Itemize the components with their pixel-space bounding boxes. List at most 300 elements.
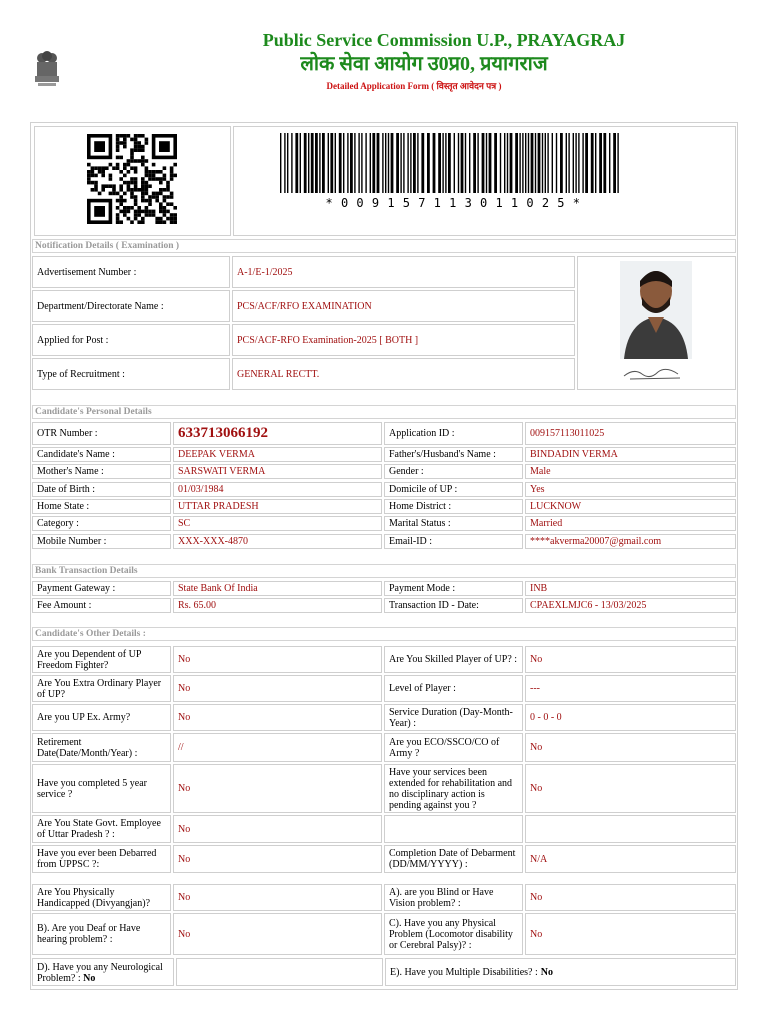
barcode-bar (473, 133, 476, 193)
barcode-bar (421, 133, 424, 193)
qr-module (163, 177, 167, 181)
qr-module (141, 217, 145, 221)
qr-module (145, 192, 149, 196)
candidate-signature (620, 362, 688, 384)
qr-module (173, 174, 177, 178)
qr-module (148, 199, 152, 203)
answer-value: No (525, 884, 736, 911)
qr-module (116, 138, 120, 142)
qr-module (170, 177, 174, 181)
qr-module (112, 166, 116, 170)
qr-module (134, 141, 138, 145)
qr-module (170, 213, 174, 217)
answer-value: No (525, 733, 736, 762)
qr-module (159, 206, 163, 210)
qr-module (141, 184, 145, 188)
barcode-bar (489, 133, 492, 193)
qr-module (130, 148, 134, 152)
qr-module (119, 156, 123, 160)
qr-module (152, 177, 156, 181)
qr-module (145, 210, 149, 214)
qr-module (166, 210, 170, 214)
qr-module (170, 202, 174, 206)
qr-module (130, 220, 134, 224)
qr-module (130, 159, 134, 163)
barcode-bar (287, 133, 288, 193)
qr-module (170, 174, 174, 178)
qr-module (119, 134, 123, 138)
qr-finder-module (94, 206, 105, 217)
personal-section-title: Candidate's Personal Details (32, 405, 736, 419)
answer-value: No (525, 913, 736, 955)
barcode-bar (538, 133, 541, 193)
qr-module (173, 217, 177, 221)
barcode-bar (396, 133, 399, 193)
barcode-bar (300, 133, 301, 193)
barcode-bar (595, 133, 596, 193)
barcode-bar (528, 133, 529, 193)
qr-module (127, 206, 131, 210)
question-label: Completion Date of Debarment (DD/MM/YYYY) : (384, 845, 523, 873)
qr-module (145, 166, 149, 170)
qr-module (170, 220, 174, 224)
qr-module (91, 188, 95, 192)
qr-module (91, 181, 95, 185)
question-label: Are You Extra Ordinary Player of UP? (32, 675, 171, 702)
qr-module (152, 170, 156, 174)
qr-module (127, 159, 131, 163)
qr-module (109, 192, 113, 196)
barcode-bar (566, 133, 567, 193)
barcode-bar (486, 133, 487, 193)
qr-module (119, 177, 123, 181)
barcode-bar (370, 133, 371, 193)
qr-module (127, 134, 131, 138)
qr-module (116, 156, 120, 160)
barcode-bar (347, 133, 348, 193)
qr-module (137, 141, 141, 145)
field-value: Rs. 65.00 (173, 598, 382, 613)
qr-module (145, 213, 149, 217)
qr-finder-module (159, 141, 170, 152)
other-section-title: Candidate's Other Details : (32, 627, 736, 641)
qr-module (127, 217, 131, 221)
qr-module (116, 163, 120, 167)
qr-module (141, 195, 145, 199)
qr-module (141, 192, 145, 196)
barcode-bar (591, 133, 594, 193)
qr-module (137, 210, 141, 214)
qr-module (148, 195, 152, 199)
barcode-bar (385, 133, 386, 193)
header-title-hindi: लोक सेवा आयोग उ0प्र0, प्रयागराज (300, 53, 548, 75)
qr-module (119, 195, 123, 199)
barcode-bar (442, 133, 443, 193)
qr-module (134, 217, 138, 221)
qr-module (134, 195, 138, 199)
barcode-bar (477, 133, 478, 193)
barcode-bar (482, 133, 485, 193)
qr-module (127, 170, 131, 174)
barcode-bar (578, 133, 579, 193)
qr-module (163, 195, 167, 199)
qr-module (119, 184, 123, 188)
barcode-bar (410, 133, 411, 193)
qr-module (170, 170, 174, 174)
qr-module (163, 199, 167, 203)
qr-module (123, 166, 127, 170)
field-label: Marital Status : (384, 516, 523, 531)
field-value: State Bank Of India (173, 581, 382, 596)
header-title-english: Public Service Commission U.P., PRAYAGRAJ (262, 30, 626, 50)
qr-module (94, 184, 98, 188)
barcode-bar (603, 133, 606, 193)
qr-module (94, 166, 98, 170)
qr-module (130, 195, 134, 199)
qr-module (166, 188, 170, 192)
multiple-disabilities-cell (385, 958, 736, 986)
field-value: SARSWATI VERMA (173, 464, 382, 479)
barcode-bar (388, 133, 389, 193)
field-value: CPAEXLMJC6 - 13/03/2025 (525, 598, 736, 613)
qr-module (98, 166, 102, 170)
barcode-bar (461, 133, 464, 193)
qr-module (101, 174, 105, 178)
qr-module (141, 159, 145, 163)
qr-module (145, 184, 149, 188)
barcode-bar (500, 133, 501, 193)
barcode-bar (573, 133, 574, 193)
qr-module (112, 184, 116, 188)
question-label: Retirement Date(Date/Month/Year) : (32, 733, 171, 762)
header-subtitle: Detailed Application Form ( विस्तृत आवेदन पत्र ) (326, 81, 502, 91)
question-label (384, 815, 523, 843)
qr-module (145, 174, 149, 178)
qr-module (116, 134, 120, 138)
qr-module (141, 177, 145, 181)
qr-module (137, 220, 141, 224)
qr-module (141, 188, 145, 192)
qr-module (141, 199, 145, 203)
question-label: C). Have you any Physical Problem (Locomotor disability or Cerebral Palsy)? : (384, 913, 523, 955)
barcode-bar (427, 133, 430, 193)
barcode-bar (382, 133, 383, 193)
barcode-bar (445, 133, 446, 193)
field-value: LUCKNOW (525, 499, 736, 514)
barcode-bar (617, 133, 618, 193)
qr-module (152, 174, 156, 178)
qr-module (134, 181, 138, 185)
qr-module (163, 174, 167, 178)
field-label: Mobile Number : (32, 534, 171, 549)
answer-value: No (173, 764, 382, 813)
barcode-bar (417, 133, 418, 193)
qr-module (109, 163, 113, 167)
qr-finder-module (94, 141, 105, 152)
qr-module (105, 184, 109, 188)
qr-module (163, 213, 167, 217)
qr-module (159, 192, 163, 196)
qr-module (116, 145, 120, 149)
field-label: Father's/Husband's Name : (384, 447, 523, 462)
barcode-bar (547, 133, 548, 193)
barcode-bar (335, 133, 336, 193)
field-label: Home State : (32, 499, 171, 514)
barcode-bar (522, 133, 523, 193)
answer-value: No (173, 884, 382, 911)
qr-module (148, 174, 152, 178)
qr-module (170, 166, 174, 170)
barcode-bar (400, 133, 401, 193)
qr-module (137, 206, 141, 210)
qr-module (134, 138, 138, 142)
qr-module (170, 195, 174, 199)
qr-module (166, 202, 170, 206)
qr-module (91, 174, 95, 178)
qr-module (148, 170, 152, 174)
qr-module (130, 188, 134, 192)
barcode-bar (448, 133, 451, 193)
field-value: DEEPAK VERMA (173, 447, 382, 462)
qr-module (145, 159, 149, 163)
qr-module (155, 192, 159, 196)
qr-module (101, 166, 105, 170)
advertisement-number-value: A-1/E-1/2025 (232, 256, 575, 288)
qr-module (152, 213, 156, 217)
qr-module (123, 138, 127, 142)
qr-module (130, 152, 134, 156)
qr-module (101, 184, 105, 188)
qr-module (119, 210, 123, 214)
bank-section-title: Bank Transaction Details (32, 564, 736, 578)
qr-module (155, 170, 159, 174)
qr-module (152, 192, 156, 196)
qr-module (163, 166, 167, 170)
qr-module (173, 206, 177, 210)
barcode-bar (284, 133, 285, 193)
qr-module (134, 145, 138, 149)
qr-module (116, 148, 120, 152)
qr-module (116, 199, 120, 203)
qr-module (130, 192, 134, 196)
qr-module (127, 163, 131, 167)
barcode-bar (304, 133, 307, 193)
barcode-bar (504, 133, 505, 193)
field-value: INB (525, 581, 736, 596)
qr-module (137, 159, 141, 163)
qr-module (141, 148, 145, 152)
qr-module (134, 148, 138, 152)
qr-module (155, 220, 159, 224)
question-label: Level of Player : (384, 675, 523, 702)
qr-module (159, 170, 163, 174)
qr-module (159, 188, 163, 192)
barcode-bar (438, 133, 441, 193)
applied-post-value: PCS/ACF-RFO Examination-2025 [ BOTH ] (232, 324, 575, 356)
barcode-bar (311, 133, 314, 193)
qr-module (141, 156, 145, 160)
field-value: Yes (525, 482, 736, 497)
question-label: Are you ECO/SSCO/CO of Army ? (384, 733, 523, 762)
answer-value: 0 - 0 - 0 (525, 704, 736, 731)
qr-module (166, 195, 170, 199)
answer-value: No (525, 764, 736, 813)
question-label: Are You State Govt. Employee of Uttar Pradesh ? : (32, 815, 171, 843)
qr-module (141, 210, 145, 214)
barcode-bar (545, 133, 546, 193)
qr-module (166, 184, 170, 188)
qr-module (91, 170, 95, 174)
field-label: OTR Number : (32, 422, 171, 445)
qr-module (130, 138, 134, 142)
qr-module (152, 210, 156, 214)
qr-module (116, 166, 120, 170)
qr-module (148, 213, 152, 217)
barcode-bar (308, 133, 309, 193)
field-label: Category : (32, 516, 171, 531)
barcode-bar (515, 133, 518, 193)
barcode-bar (458, 133, 459, 193)
neurological-problem-cell (32, 958, 174, 986)
barcode-bar (525, 133, 526, 193)
qr-module (94, 174, 98, 178)
barcode-bar (556, 133, 557, 193)
qr-module (137, 134, 141, 138)
barcode-bar (609, 133, 610, 193)
qr-module (101, 188, 105, 192)
barcode-bar (465, 133, 466, 193)
notification-label: Department/Directorate Name : (32, 290, 230, 322)
barcode-bar (507, 133, 508, 193)
qr-module (145, 188, 149, 192)
qr-module (173, 213, 177, 217)
question-label: A). are you Blind or Have Vision problem? : (384, 884, 523, 911)
barcode-bar (330, 133, 333, 193)
qr-module (87, 163, 91, 167)
barcode-bar (575, 133, 576, 193)
qr-module (119, 202, 123, 206)
barcode-bar (469, 133, 470, 193)
qr-module (123, 163, 127, 167)
qr-module (134, 170, 138, 174)
qr-module (98, 192, 102, 196)
qr-module (155, 199, 159, 203)
qr-module (123, 174, 127, 178)
question-label: Are you UP Ex. Army? (32, 704, 171, 731)
barcode-bar (403, 133, 404, 193)
multiple-disabilities-value: No (540, 966, 553, 978)
barcode-bar (433, 133, 436, 193)
qr-module (137, 148, 141, 152)
field-label: Candidate's Name : (32, 447, 171, 462)
qr-module (137, 188, 141, 192)
answer-value: --- (525, 675, 736, 702)
field-value: XXX-XXX-4870 (173, 534, 382, 549)
qr-module (137, 213, 141, 217)
barcode-bar (339, 133, 342, 193)
barcode-bar (361, 133, 362, 193)
barcode-bar (519, 133, 520, 193)
answer-value: No (173, 704, 382, 731)
barcode-bar (295, 133, 298, 193)
field-value: UTTAR PRADESH (173, 499, 382, 514)
multiple-disabilities-label: E). Have you Multiple Disabilities? : (390, 966, 538, 978)
qr-module (127, 210, 131, 214)
qr-module (116, 192, 120, 196)
question-label: B). Are you Deaf or Have hearing problem? : (32, 913, 171, 955)
qr-module (127, 184, 131, 188)
qr-module (127, 188, 131, 192)
field-label: Email-ID : (384, 534, 523, 549)
qr-module (155, 177, 159, 181)
barcode-bar (365, 133, 366, 193)
qr-module (145, 138, 149, 142)
qr-module (134, 199, 138, 203)
barcode-bar (531, 133, 534, 193)
question-label: Have you ever been Debarred from UPPSC ?: (32, 845, 171, 873)
question-label: Are You Skilled Player of UP? : (384, 646, 523, 673)
qr-module (91, 166, 95, 170)
field-label: Payment Mode : (384, 581, 523, 596)
qr-module (134, 184, 138, 188)
qr-module (116, 220, 120, 224)
field-label: Application ID : (384, 422, 523, 445)
qr-module (109, 177, 113, 181)
notification-label: Applied for Post : (32, 324, 230, 356)
qr-module (130, 177, 134, 181)
qr-module (119, 141, 123, 145)
qr-module (152, 163, 156, 167)
barcode-bar (535, 133, 536, 193)
qr-module (159, 210, 163, 214)
qr-module (148, 210, 152, 214)
qr-module (159, 177, 163, 181)
notification-section-title: Notification Details ( Examination ) (32, 239, 736, 253)
qr-module (123, 192, 127, 196)
barcode-bar (454, 133, 455, 193)
qr-module (130, 206, 134, 210)
qr-module (155, 217, 159, 221)
qr-module (123, 210, 127, 214)
field-value: ****akverma20007@gmail.com (525, 534, 736, 549)
department-value: PCS/ACF/RFO EXAMINATION (232, 290, 575, 322)
answer-value: N/A (525, 845, 736, 873)
qr-module (163, 206, 167, 210)
qr-module (105, 166, 109, 170)
qr-module (112, 192, 116, 196)
barcode-bar (560, 133, 563, 193)
qr-module (148, 184, 152, 188)
qr-module (127, 181, 131, 185)
qr-module (145, 181, 149, 185)
qr-module (141, 220, 145, 224)
field-label: Fee Amount : (32, 598, 171, 613)
qr-module (123, 206, 127, 210)
answer-value: No (173, 845, 382, 873)
barcode-text: * 0 0 9 1 5 7 1 1 3 0 1 1 0 2 5 * (325, 196, 581, 210)
field-value: 009157113011025 (525, 422, 736, 445)
barcode-bar (377, 133, 380, 193)
barcode-bar (391, 133, 394, 193)
answer-value: // (173, 733, 382, 762)
field-value: 633713066192 (173, 422, 382, 445)
barcode-image (280, 133, 620, 195)
barcode-bar (328, 133, 329, 193)
qr-module (94, 181, 98, 185)
barcode-bar (322, 133, 325, 193)
qr-module (145, 199, 149, 203)
barcode-bar (343, 133, 344, 193)
